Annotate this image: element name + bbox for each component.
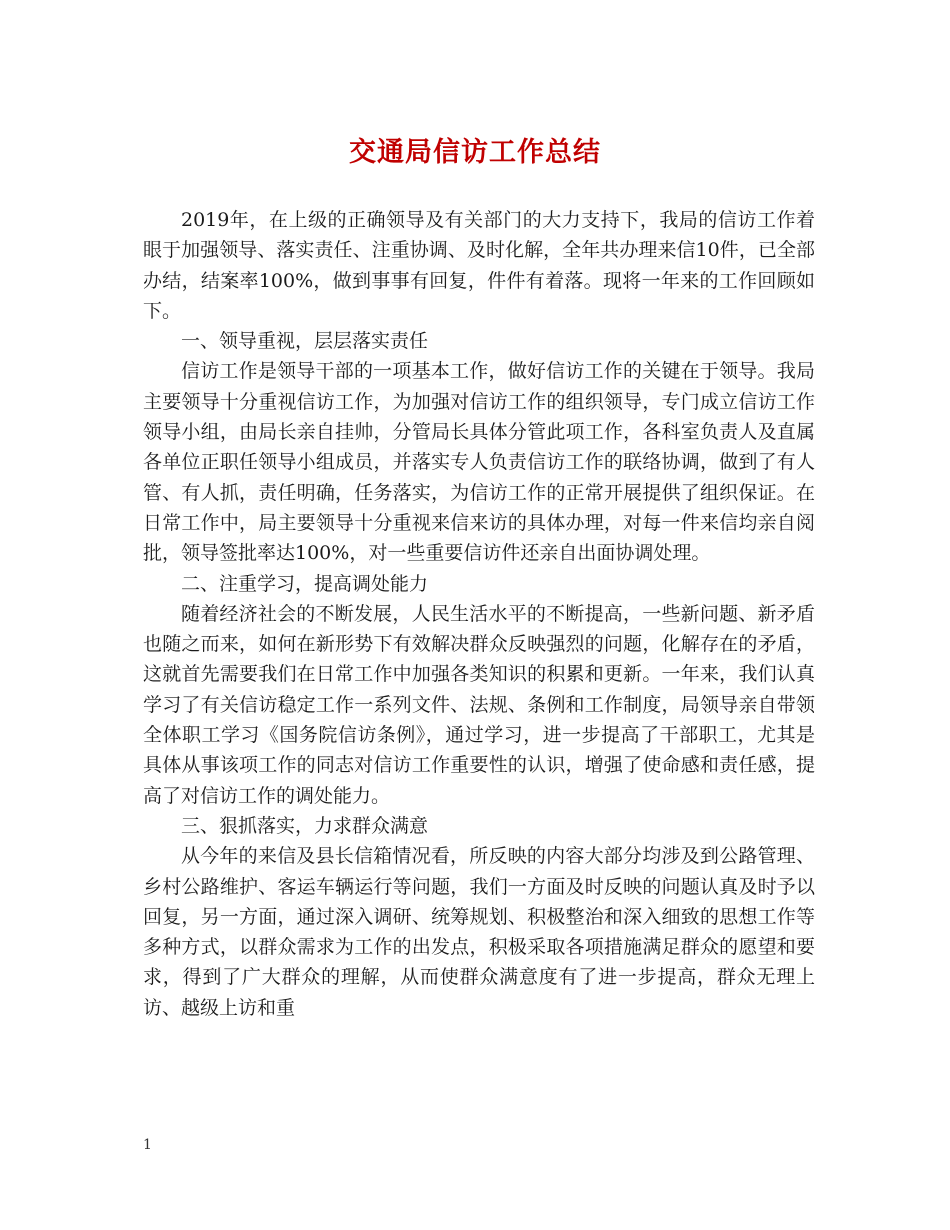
intro-paragraph: 2019年，在上级的正确领导及有关部门的大力支持下，我局的信访工作着眼于加强领导、落实责任、注重协调、及时化解，全年共办理来信10件，已全部办结，结案率100%，做到事事有回复，件件有着落。现将一年来的工作回顾如下。 (143, 209, 815, 322)
document-body (143, 205, 815, 1023)
section-2-paragraph: 随着经济社会的不断发展，人民生活水平的不断提高，一些新问题、新矛盾也随之而来，如何在新形势下有效解决群众反映强烈的问题，化解存在的矛盾，这就首先需要我们在日常工作中加强各类知识的积累和更新。一年来，我们认真学习了有关信访稳定工作一系列文件、法规、条例和工作制度，局领导亲自带领全体职工学习《国务院信访条例》，通过学习，进一步提高了干部职工，尤其是具体从事该项工作的同志对信访工作重要性的认识，增强了使命感和责任感，提高了对信访工作的调处能力。 (143, 602, 815, 807)
page-number: 1 (143, 1137, 152, 1153)
section-1-paragraph: 信访工作是领导干部的一项基本工作，做好信访工作的关键在于领导。我局主要领导十分重视信访工作，为加强对信访工作的组织领导，专门成立信访工作领导小组，由局长亲自挂帅，分管局长具体分管此项工作，各科室负责人及直属各单位正职任领导小组成员，并落实专人负责信访工作的联络协调，做到了有人管、有人抓，责任明确，任务落实，为信访工作的正常开展提供了组织保证。在日常工作中，局主要领导十分重视来信来访的具体办理，对每一件来信均亲自阅批，领导签批率达100%，对一些重要信访件还亲自出面协调处理。 (143, 360, 815, 565)
section-heading-1: 一、领导重视，层层落实责任 (181, 330, 429, 353)
section-3-paragraph: 从今年的来信及县长信箱情况看，所反映的内容大部分均涉及到公路管理、乡村公路维护、客运车辆运行等问题，我们一方面及时反映的问题认真及时予以回复，另一方面，通过深入调研、统筹规划、积极整治和深入细致的思想工作等多种方式，以群众需求为工作的出发点，积极采取各项措施满足群众的愿望和要求，得到了广大群众的理解，从而使群众满意度有了进一步提高，群众无理上访、越级上访和重 (143, 845, 815, 1019)
section-heading-3: 三、狠抓落实，力求群众满意 (181, 814, 429, 837)
section-heading-2: 二、注重学习，提高调处能力 (181, 572, 429, 595)
document-title: 交通局信访工作总结 (349, 137, 601, 168)
